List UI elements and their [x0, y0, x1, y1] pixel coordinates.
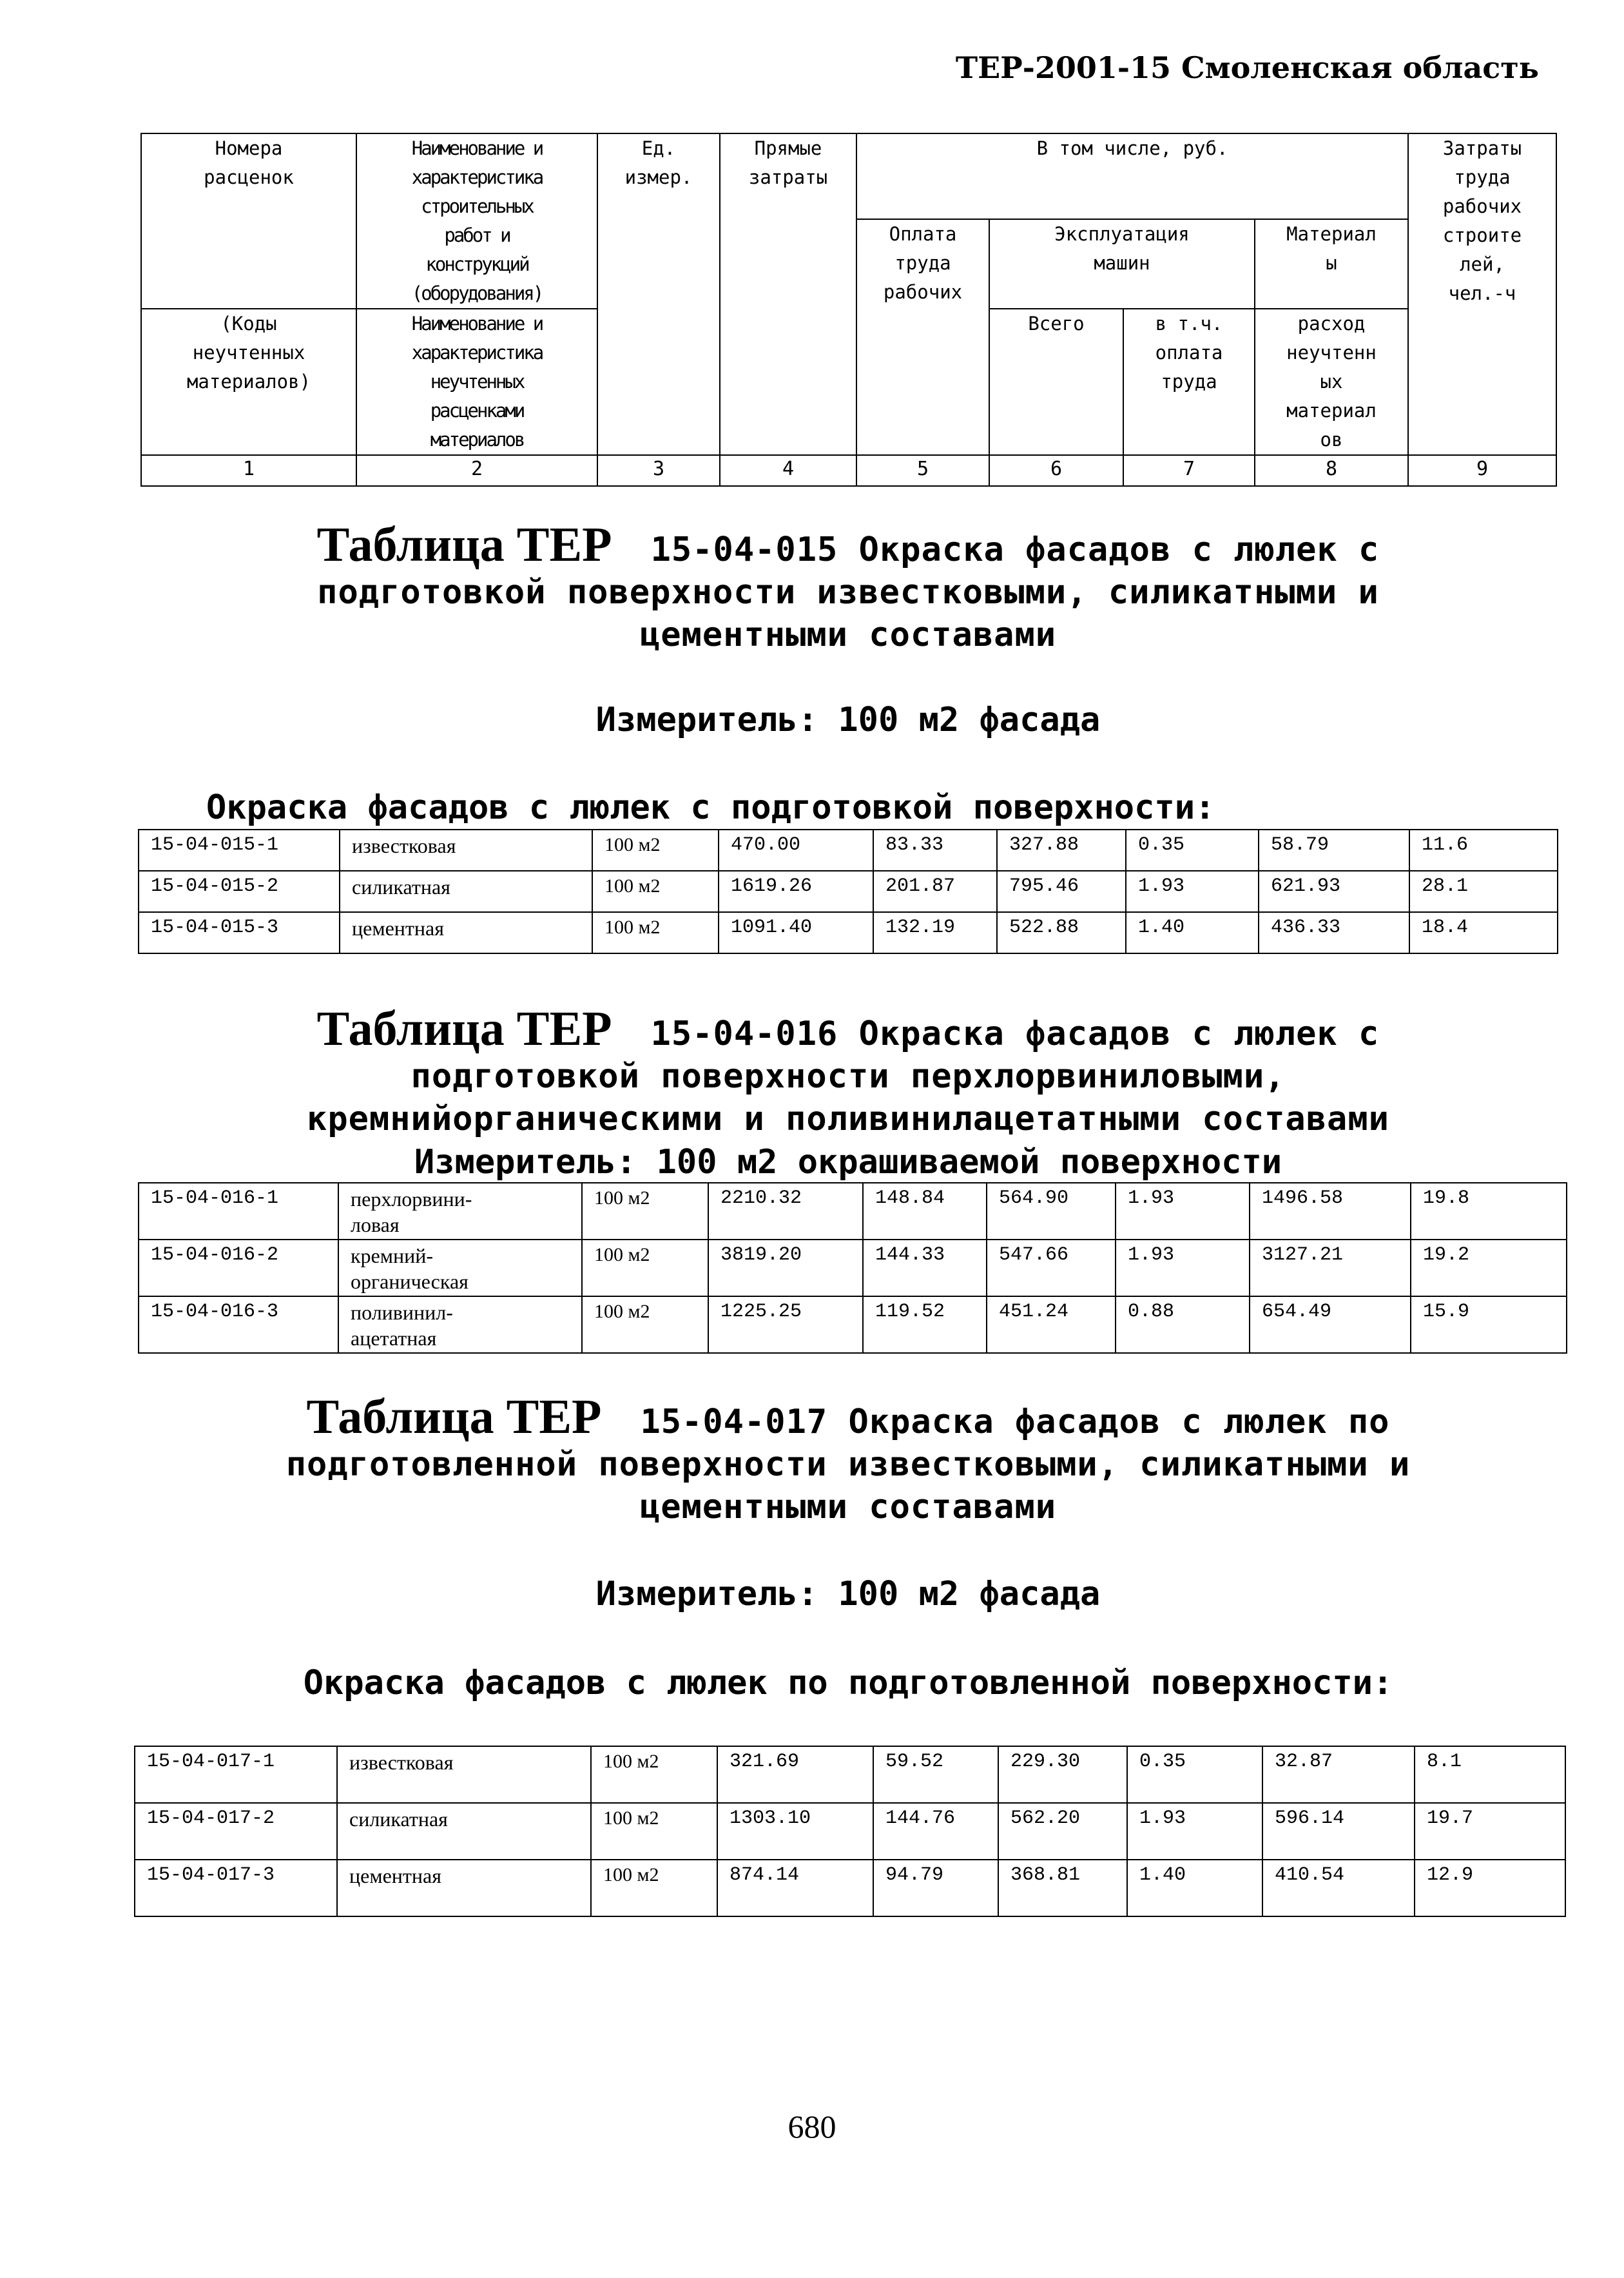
cell-name: известковая [337, 1746, 591, 1803]
cell-machines-wages: 0.88 [1116, 1296, 1250, 1353]
table-row [135, 1860, 1565, 1916]
table-row [135, 1803, 1565, 1860]
section-measure: Измеритель: 100 м2 фасада [595, 701, 1101, 739]
col67-machines [989, 219, 1255, 309]
header-line: Оплата [889, 223, 957, 245]
header-line: труда [1161, 371, 1217, 393]
cell-direct-costs: 1619.26 [719, 871, 873, 912]
cell-code: 15-04-015-2 [139, 871, 340, 912]
col-number: 8 [1255, 455, 1408, 486]
table-row [139, 1296, 1567, 1353]
cell-direct-costs: 1091.40 [719, 912, 873, 953]
cell-name: силикатная [340, 871, 592, 912]
table-row [139, 912, 1558, 953]
col-number: 6 [989, 455, 1123, 486]
header-line: Материал [1286, 223, 1377, 245]
cell-code: 15-04-016-1 [139, 1183, 338, 1240]
header-line: расценок [204, 166, 294, 188]
header-line: неучтенных [430, 371, 524, 393]
col2-bottom [356, 309, 597, 455]
table-row [135, 1746, 1565, 1803]
page-number: 680 [788, 2108, 836, 2145]
section-title: Таблица ТЕР 15-04-017 Окраска фасадов с люлек по подготовленной поверхности известковыми, силикатными и цементными составами [285, 1390, 1411, 1526]
column-header-table [140, 133, 1557, 487]
table-row [139, 1183, 1567, 1240]
cell-code: 15-04-015-3 [139, 912, 340, 953]
cell-code: 15-04-017-3 [135, 1860, 337, 1916]
cell-direct-costs: 3819.20 [708, 1240, 863, 1296]
table-row [139, 1240, 1567, 1296]
cell-machines-total: 564.90 [987, 1183, 1116, 1240]
col6-total: Всего [989, 309, 1123, 455]
cell-machines-total: 522.88 [997, 912, 1126, 953]
cell-labor: 19.7 [1415, 1803, 1565, 1860]
cell-materials: 654.49 [1250, 1296, 1411, 1353]
section-title: Таблица ТЕР 15-04-015 Окраска фасадов с люлек с подготовкой поверхности известковыми, силикатными и цементными составами [316, 518, 1380, 654]
col-number: 1 [141, 455, 356, 486]
header-line: характеристика [411, 342, 543, 364]
cell-labor: 8.1 [1415, 1746, 1565, 1803]
cell-labor: 28.1 [1409, 871, 1558, 912]
section-measure: Измеритель: 100 м2 окрашиваемой поверхности [414, 1143, 1282, 1182]
section-table-015 [138, 829, 1558, 954]
header-line: (оборудования) [411, 282, 543, 304]
header-line: материалов) [186, 371, 311, 393]
cell-machines-wages: 1.40 [1126, 912, 1259, 953]
cell-machines-wages: 1.93 [1126, 871, 1259, 912]
cell-wages: 201.87 [873, 871, 997, 912]
section-table-016 [138, 1182, 1567, 1354]
title-prefix: Таблица ТЕР [316, 518, 612, 572]
cell-machines-total: 229.30 [998, 1746, 1127, 1803]
col-number: 9 [1408, 455, 1556, 486]
cell-unit: 100 м2 [582, 1183, 708, 1240]
cell-machines-wages: 1.93 [1116, 1240, 1250, 1296]
header-line: конструкций [425, 253, 528, 275]
header-line: материалов [430, 429, 524, 451]
cell-materials: 596.14 [1262, 1803, 1415, 1860]
cell-wages: 144.33 [863, 1240, 987, 1296]
cell-name: кремний- органическая [338, 1240, 582, 1296]
header-line: неучтенных [192, 342, 305, 364]
col-number: 7 [1123, 455, 1255, 486]
header-line: Ед. [641, 137, 676, 159]
cell-machines-total: 368.81 [998, 1860, 1127, 1916]
header-line: Номера [215, 137, 283, 159]
section-subtitle: Окраска фасадов с люлек по подготовленной поверхности: [303, 1664, 1393, 1702]
cell-direct-costs: 1303.10 [717, 1803, 873, 1860]
cell-direct-costs: 2210.32 [708, 1183, 863, 1240]
col5-wages [856, 219, 989, 455]
cell-materials: 410.54 [1262, 1860, 1415, 1916]
header-line: Наименование и [411, 137, 543, 159]
cell-direct-costs: 470.00 [719, 830, 873, 871]
header-line: Затраты [1442, 137, 1522, 159]
header-line: Прямые [754, 137, 822, 159]
col8-bottom [1255, 309, 1408, 455]
cell-code: 15-04-016-2 [139, 1240, 338, 1296]
cell-code: 15-04-015-1 [139, 830, 340, 871]
cell-labor: 15.9 [1411, 1296, 1567, 1353]
title-prefix: Таблица ТЕР [306, 1390, 602, 1444]
cell-unit: 100 м2 [591, 1803, 717, 1860]
header-line: работ и [444, 224, 510, 246]
cell-direct-costs: 1225.25 [708, 1296, 863, 1353]
cell-wages: 148.84 [863, 1183, 987, 1240]
cell-unit: 100 м2 [592, 871, 719, 912]
cell-labor: 19.8 [1411, 1183, 1567, 1240]
section-subtitle: Окраска фасадов с люлек с подготовкой поверхности: [206, 788, 1215, 827]
cell-machines-wages: 1.40 [1127, 1860, 1262, 1916]
cell-unit: 100 м2 [591, 1860, 717, 1916]
cell-materials: 3127.21 [1250, 1240, 1411, 1296]
table-row [139, 871, 1558, 912]
cell-code: 15-04-016-3 [139, 1296, 338, 1353]
cell-machines-wages: 0.35 [1126, 830, 1259, 871]
header-line: рабочих [883, 281, 963, 303]
cell-code: 15-04-017-2 [135, 1803, 337, 1860]
col-number: 3 [597, 455, 720, 486]
header-line: измер. [624, 166, 693, 188]
cell-name: силикатная [337, 1803, 591, 1860]
cell-machines-total: 327.88 [997, 830, 1126, 871]
header-line: лей, [1460, 253, 1505, 275]
header-line: Наименование и [411, 313, 543, 335]
cell-labor: 12.9 [1415, 1860, 1565, 1916]
cell-materials: 32.87 [1262, 1746, 1415, 1803]
col3-unit [597, 133, 720, 455]
cell-machines-total: 795.46 [997, 871, 1126, 912]
col-number: 5 [856, 455, 989, 486]
header-line: чел.-ч [1448, 282, 1516, 304]
header-line: труда [894, 252, 951, 274]
header-line: Эксплуатация [1054, 223, 1190, 245]
header-line: машин [1094, 252, 1150, 274]
cell-code: 15-04-017-1 [135, 1746, 337, 1803]
cell-wages: 144.76 [873, 1803, 998, 1860]
header-line: ы [1326, 252, 1337, 274]
header-line: (Коды [220, 313, 277, 335]
cell-name: цементная [340, 912, 592, 953]
cell-machines-total: 562.20 [998, 1803, 1127, 1860]
header-line: расценками [430, 400, 524, 422]
col4-direct-costs [720, 133, 856, 455]
col-number: 4 [720, 455, 856, 486]
col8-top [1255, 219, 1408, 309]
col9-labor [1408, 133, 1556, 455]
cell-materials: 58.79 [1259, 830, 1409, 871]
cell-direct-costs: 874.14 [717, 1860, 873, 1916]
cell-materials: 1496.58 [1250, 1183, 1411, 1240]
cell-labor: 18.4 [1409, 912, 1558, 953]
header-line: ых [1320, 371, 1343, 393]
cell-machines-wages: 0.35 [1127, 1746, 1262, 1803]
cell-name: цементная [337, 1860, 591, 1916]
col7-machine-wages [1123, 309, 1255, 455]
header-line: труда [1454, 166, 1511, 188]
cell-unit: 100 м2 [592, 830, 719, 871]
cell-materials: 621.93 [1259, 871, 1409, 912]
cell-wages: 119.52 [863, 1296, 987, 1353]
col2-top [356, 133, 597, 309]
header-line: ов [1320, 429, 1343, 451]
cell-unit: 100 м2 [582, 1296, 708, 1353]
title-prefix: Таблица ТЕР [316, 1002, 612, 1056]
header-line: рабочих [1442, 195, 1522, 217]
cell-wages: 83.33 [873, 830, 997, 871]
cell-machines-wages: 1.93 [1116, 1183, 1250, 1240]
cell-name: поливинил- ацетатная [338, 1296, 582, 1353]
cell-unit: 100 м2 [582, 1240, 708, 1296]
header-line: расход [1297, 313, 1366, 335]
col1-top [141, 133, 356, 309]
cell-wages: 94.79 [873, 1860, 998, 1916]
col-number: 2 [356, 455, 597, 486]
cell-name: известковая [340, 830, 592, 871]
header-line: неучтенн [1286, 342, 1377, 364]
section-measure: Измеритель: 100 м2 фасада [595, 1575, 1101, 1613]
header-line: материал [1286, 400, 1377, 422]
header-line: строите [1442, 224, 1522, 246]
header-line: в т.ч. [1155, 313, 1223, 335]
cell-wages: 132.19 [873, 912, 997, 953]
cell-labor: 11.6 [1409, 830, 1558, 871]
section-table-017 [134, 1746, 1566, 1917]
cell-direct-costs: 321.69 [717, 1746, 873, 1803]
cell-labor: 19.2 [1411, 1240, 1567, 1296]
cell-unit: 100 м2 [591, 1746, 717, 1803]
page-header-title: ТЕР-2001-15 Смоленская область [955, 50, 1539, 85]
header-line: затраты [748, 166, 828, 188]
header-line: характеристика [411, 166, 543, 188]
header-line: оплата [1155, 342, 1223, 364]
cell-machines-wages: 1.93 [1127, 1803, 1262, 1860]
group-header: В том числе, руб. [856, 133, 1408, 219]
cell-name: перхлорвини- ловая [338, 1183, 582, 1240]
cell-unit: 100 м2 [592, 912, 719, 953]
cell-machines-total: 451.24 [987, 1296, 1116, 1353]
cell-machines-total: 547.66 [987, 1240, 1116, 1296]
table-row [139, 830, 1558, 871]
cell-materials: 436.33 [1259, 912, 1409, 953]
header-line: строительных [421, 195, 533, 217]
section-title: Таблица ТЕР 15-04-016 Окраска фасадов с люлек с подготовкой поверхности перхлорвиниловыми, кремнийорганическими и поливинилацетатными составами [307, 1002, 1389, 1138]
col1-bottom [141, 309, 356, 455]
cell-wages: 59.52 [873, 1746, 998, 1803]
